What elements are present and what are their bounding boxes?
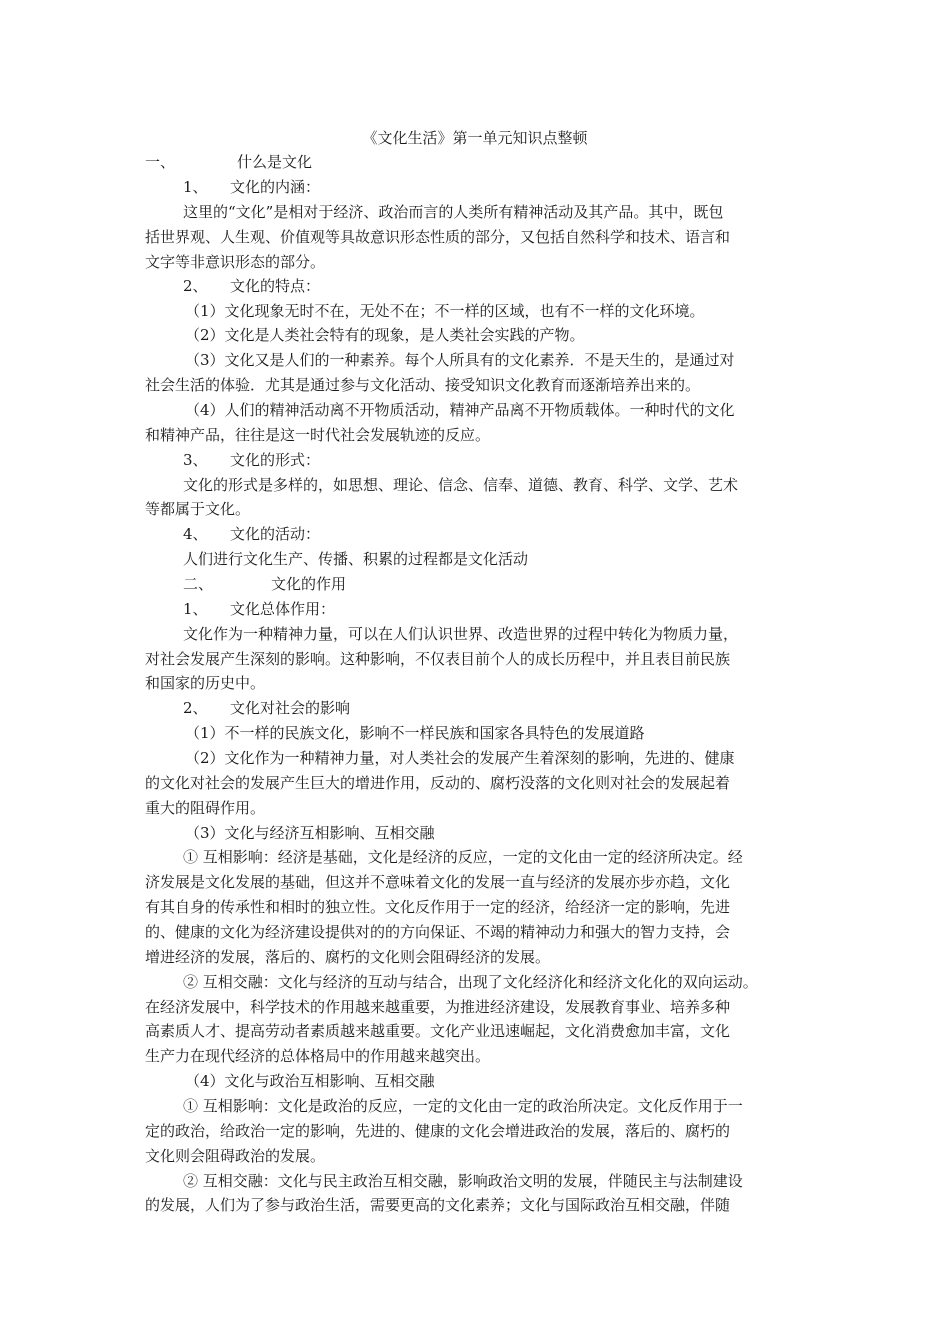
subheading-number: 2、 [183,277,208,295]
subheading [183,522,853,546]
paragraph-line: 括世界观、人生观、价值观等具故意识形态性质的部分，又包括自然科学和技术、语言和 [145,228,731,246]
paragraph-line: （2）文化作为一种精神力量，对人类社会的发展产生着深刻的影响，先进的、健康 [185,749,735,767]
paragraph-line: 这里的“文化”是相对于经济、政治而言的人类所有精神活动及其产品。其中，既包 [183,203,724,221]
subheading [183,597,853,621]
paragraph-line: （1）不一样的民族文化，影响不一样民族和国家各具特色的发展道路 [185,724,645,742]
paragraph-line: 社会生活的体验．尤其是通过参与文化活动、接受知识文化教育而逐渐培养出来的。 [145,376,701,394]
paragraph-line: （3）文化与经济互相影响、互相交融 [185,824,435,842]
subheading-number: 2、 [183,699,208,717]
paragraph-line: 重大的阻碍作用。 [145,799,266,817]
subheading-text: 文化的活动： [230,525,321,543]
paragraph-line: （3）文化又是人们的一种素养。每个人所具有的文化素养．不是天生的，是通过对 [185,351,735,369]
subheading-text: 文化的形式： [230,451,321,469]
paragraph-line: 增进经济的发展，落后的、腐朽的文化则会阻碍经济的发展。 [145,948,551,966]
heading-section-2 [183,572,853,596]
paragraph-line: ① 互相影响：文化是政治的反应，一定的文化由一定的政治所决定。文化反作用于一 [183,1097,743,1115]
paragraph-line: （4）人们的精神活动离不开物质活动，精神产品离不开物质载体。一种时代的文化 [185,401,735,419]
paragraph-line: 的文化对社会的发展产生巨大的增进作用，反动的、腐朽没落的文化则对社会的发展起着 [145,774,731,792]
paragraph-line: 定的政治，给政治一定的影响，先进的、健康的文化会增进政治的发展，落后的、腐朽的 [145,1122,731,1140]
subheading [183,274,853,298]
paragraph-line: 济发展是文化发展的基础，但这并不意味着文化的发展一直与经济的发展亦步亦趋，文化 [145,873,731,891]
paragraph-line: 和国家的历史中。 [145,674,266,692]
paragraph-line: ① 互相影响：经济是基础，文化是经济的反应，一定的文化由一定的经济所决定。经 [183,848,743,866]
paragraph-line: 等都属于文化。 [145,500,251,518]
paragraph-line: （2）文化是人类社会特有的现象，是人类社会实践的产物。 [185,326,585,344]
paragraph-line: 对社会发展产生深刻的影响。这种影响，不仅表目前个人的成长历程中，并且表目前民族 [145,650,731,668]
paragraph-line: ② 互相交融：文化与民主政治互相交融，影响政治文明的发展，伴随民主与法制建设 [183,1172,743,1190]
heading-number: 一、 [145,153,176,171]
subheading-number: 1、 [183,178,208,196]
heading-section-1 [145,150,815,174]
paragraph-line: 文字等非意识形态的部分。 [145,253,326,271]
subheading-text: 文化的内涵： [230,178,321,196]
paragraph-line: （1）文化现象无时不在，无处不在；不一样的区域，也有不一样的文化环境。 [185,302,705,320]
subheading-number: 4、 [183,525,208,543]
paragraph-line: 的发展，人们为了参与政治生活，需要更高的文化素养；文化与国际政治互相交融，伴随 [145,1196,731,1214]
paragraph-line: 人们进行文化生产、传播、积累的过程都是文化活动 [183,550,529,568]
paragraph-line: 有其自身的传承性和相时的独立性。文化反作用于一定的经济，给经济一定的影响，先进 [145,898,731,916]
subheading-text: 文化对社会的影响 [230,699,351,717]
document-title: 《文化生活》第一单元知识点整顿 [362,129,588,147]
paragraph-line: （4）文化与政治互相影响、互相交融 [185,1072,435,1090]
paragraph-line: 文化的形式是多样的，如思想、理论、信念、信奉、道德、教育、科学、文学、艺术 [183,476,739,494]
subheading-text: 文化总体作用： [230,600,336,618]
subheading-number: 3、 [183,451,208,469]
paragraph-line: 和精神产品，往往是这一时代社会发展轨迹的反应。 [145,426,491,444]
heading-number: 二、 [183,575,214,593]
subheading [183,448,853,472]
paragraph-line: 在经济发展中，科学技术的作用越来越重要，为推进经济建设，发展教育事业、培养多种 [145,998,731,1016]
paragraph-line: ② 互相交融：文化与经济的互动与结合，出现了文化经济化和经济文化化的双向运动。 [183,973,758,991]
heading-text: 文化的作用 [271,575,347,593]
subheading-text: 文化的特点： [230,277,321,295]
paragraph-line: 文化作为一种精神力量，可以在人们认识世界、改造世界的过程中转化为物质力量， [183,625,739,643]
subheading [183,696,853,720]
paragraph-line: 生产力在现代经济的总体格局中的作用越来越突出。 [145,1047,491,1065]
paragraph-line: 文化则会阻碍政治的发展。 [145,1147,326,1165]
subheading [183,175,853,199]
paragraph-line: 的、健康的文化为经济建设提供对的的方向保证、不竭的精神动力和强大的智力支持，会 [145,923,731,941]
heading-text: 什么是文化 [237,153,313,171]
paragraph-line: 高素质人才、提高劳动者素质越来越重要。文化产业迅速崛起，文化消费愈加丰富，文化 [145,1022,731,1040]
subheading-number: 1、 [183,600,208,618]
